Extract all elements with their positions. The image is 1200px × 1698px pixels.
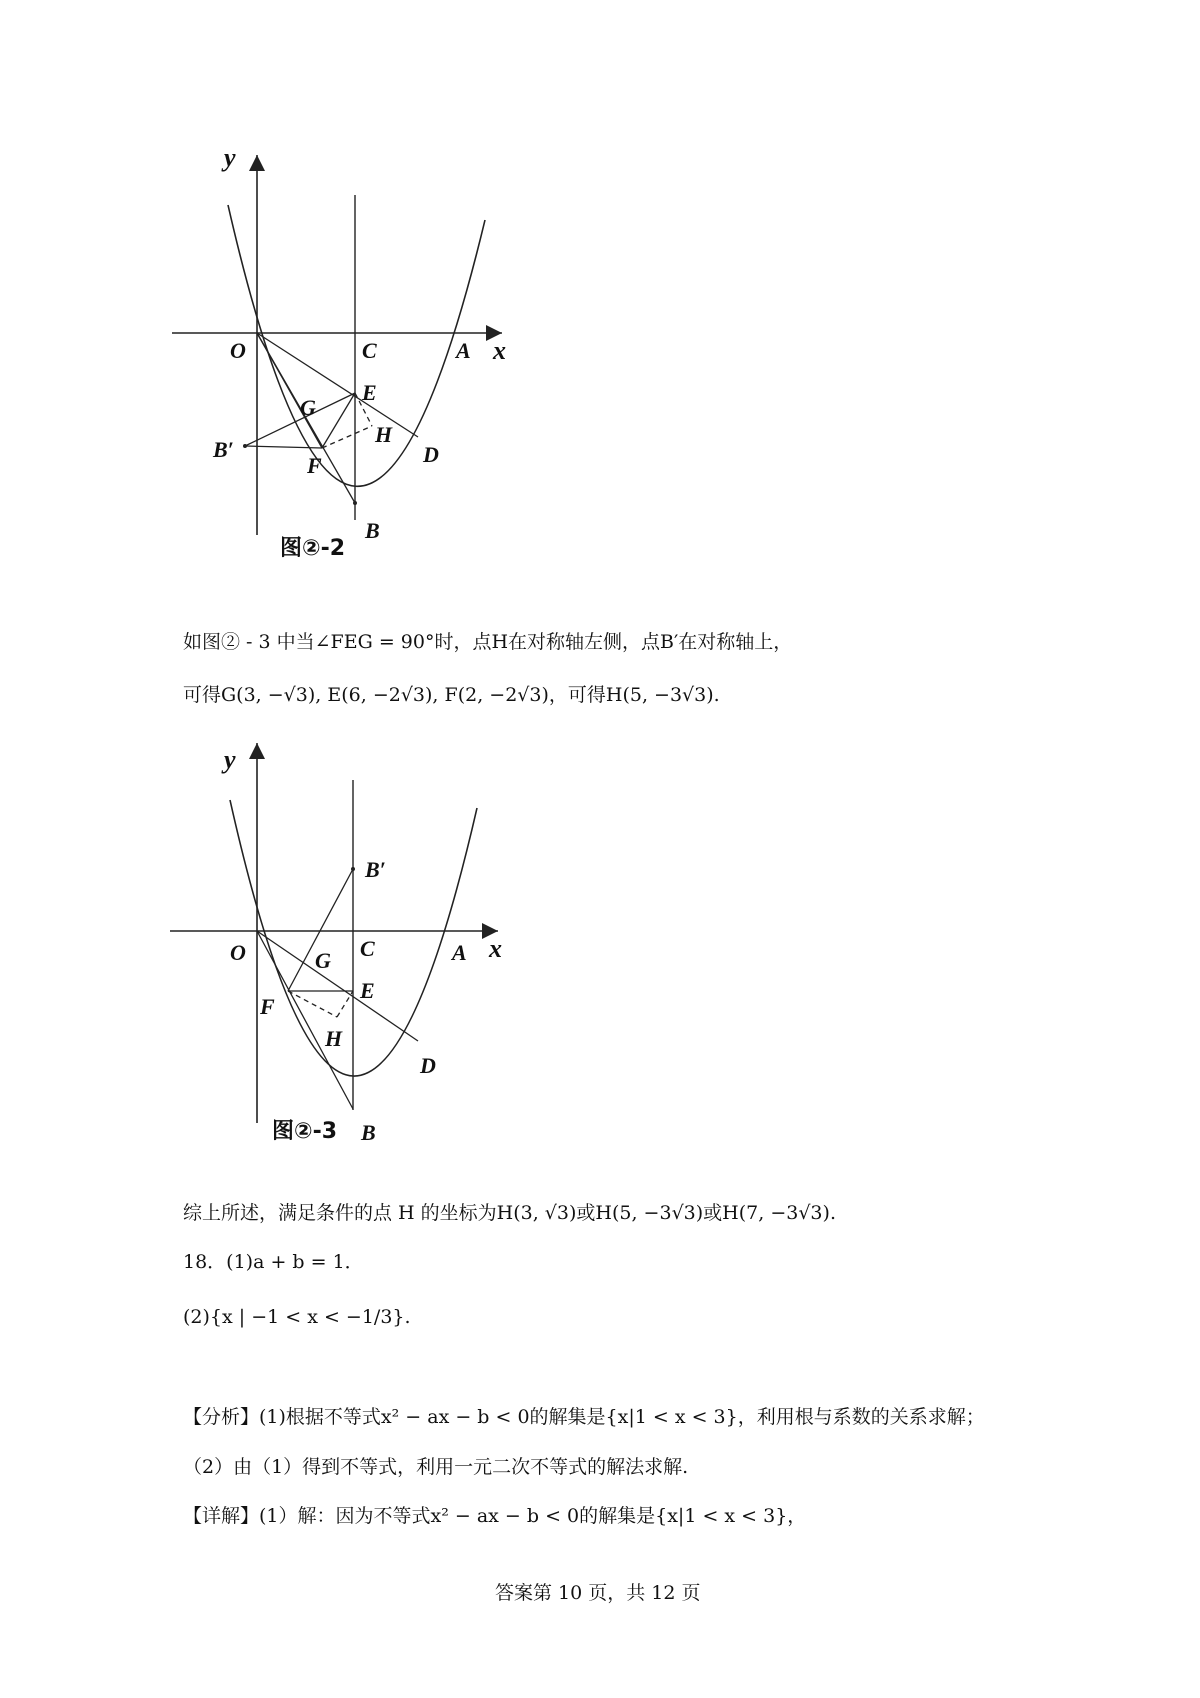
figure-caption: 图②-2 bbox=[280, 536, 346, 561]
q18-part2: (2){x | −1 < x < −1/3}. bbox=[183, 1306, 411, 1328]
label-O: O bbox=[230, 338, 246, 363]
analysis-line-1: 【分析】(1)根据不等式x² − ax − b < 0的解集是{x|1 < x < 3}，利用根与系数的关系求解； bbox=[183, 1406, 985, 1428]
label-D: D bbox=[420, 1053, 436, 1078]
label-G: G bbox=[300, 395, 316, 420]
label-B-prime: B′ bbox=[365, 857, 386, 882]
figure-2-2 bbox=[150, 140, 570, 610]
text-line-1: 如图② - 3 中当∠FEG = 90°时，点H在对称轴左侧，点B′在对称轴上， bbox=[183, 631, 793, 653]
label-y: y bbox=[224, 745, 236, 774]
label-H: H bbox=[375, 422, 393, 447]
label-x: x bbox=[489, 934, 502, 963]
analysis-line-2: （2）由（1）得到不等式，利用一元二次不等式的解法求解. bbox=[183, 1456, 689, 1478]
detail-line-1: 【详解】(1）解：因为不等式x² − ax − b < 0的解集是{x|1 < x < 3}， bbox=[183, 1505, 807, 1527]
label-C: C bbox=[362, 338, 377, 363]
text-line-2: 可得G(3, −√3), E(6, −2√3), F(2, −2√3)，可得H(5, −3√3). bbox=[183, 684, 720, 706]
summary-line: 综上所述，满足条件的点 H 的坐标为H(3, √3)或H(5, −3√3)或H(7, −3√3). bbox=[183, 1202, 836, 1224]
label-B: B bbox=[361, 1120, 376, 1145]
label-H: H bbox=[325, 1026, 343, 1051]
label-A: A bbox=[456, 338, 471, 363]
label-B: B bbox=[365, 518, 380, 543]
label-G: G bbox=[315, 948, 331, 973]
label-y: y bbox=[224, 143, 236, 172]
figure-caption: 图②-3 bbox=[272, 1119, 338, 1144]
label-E: E bbox=[360, 978, 375, 1003]
label-F: F bbox=[260, 994, 275, 1019]
figure-2-3 bbox=[150, 728, 570, 1178]
parabola bbox=[228, 205, 485, 486]
label-E: E bbox=[362, 380, 377, 405]
figure-2-2-svg bbox=[150, 140, 570, 610]
figure-2-3-svg bbox=[150, 728, 570, 1178]
label-D: D bbox=[423, 442, 439, 467]
label-F: F bbox=[307, 453, 322, 478]
page-footer: 答案第 10 页，共 12 页 bbox=[495, 1582, 701, 1604]
label-C: C bbox=[360, 936, 375, 961]
label-B-prime: B′ bbox=[213, 437, 234, 462]
q18-part1: 18．(1)a + b = 1． bbox=[183, 1251, 364, 1273]
label-x: x bbox=[493, 336, 506, 365]
label-O: O bbox=[230, 940, 246, 965]
label-A: A bbox=[452, 940, 467, 965]
